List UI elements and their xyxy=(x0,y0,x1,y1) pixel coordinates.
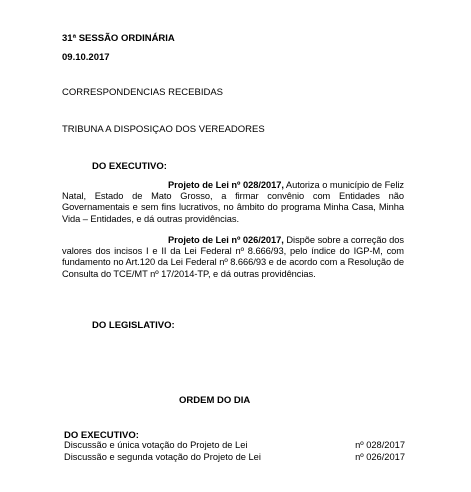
agenda-item-number: nº 026/2017 xyxy=(355,452,405,462)
legislative-heading: DO LEGISLATIVO: xyxy=(92,320,175,331)
agenda-executive-heading: DO EXECUTIVO: xyxy=(64,430,139,441)
tribune-heading: TRIBUNA A DISPOSIÇAO DOS VEREADORES xyxy=(62,124,265,135)
bill-paragraph-026 xyxy=(62,235,404,280)
bill-paragraph-028 xyxy=(62,180,404,225)
bill-label: Projeto de Lei nº 026/2017, xyxy=(168,235,284,245)
session-title: 31ª SESSÃO ORDINÁRIA xyxy=(62,33,175,44)
correspondences-heading: CORRESPONDENCIAS RECEBIDAS xyxy=(62,87,224,98)
agenda-item-description: Discussão e única votação do Projeto de Lei xyxy=(64,440,248,450)
bill-text: Autoriza o município de Feliz Natal, Estado de Mato Grosso, a firmar convênio com Entidades não Governamentais e sem fins lucrativos, no âmbito do programa Minha Casa, Minha Vida – Entidades, e dá outras providências. xyxy=(62,180,404,224)
bill-text: Dispõe sobre a correção dos valores dos incisos I e II da Lei Federal nº 8.666/93, pelo índice do IGP-M, com fundamento no Art.120 da Lei Federal nº 8.666/93 e de acordo com a Resolução de Consulta do TCE/MT nº 17/2014-TP, e dá outras providências. xyxy=(62,235,404,279)
executive-heading: DO EXECUTIVO: xyxy=(92,161,167,172)
bill-label: Projeto de Lei nº 028/2017, xyxy=(168,180,284,190)
order-of-day-heading: ORDEM DO DIA xyxy=(179,395,251,406)
session-date: 09.10.2017 xyxy=(62,52,110,63)
agenda-item-number: nº 028/2017 xyxy=(355,440,405,450)
agenda-item-description: Discussão e segunda votação do Projeto de Lei xyxy=(64,452,261,462)
